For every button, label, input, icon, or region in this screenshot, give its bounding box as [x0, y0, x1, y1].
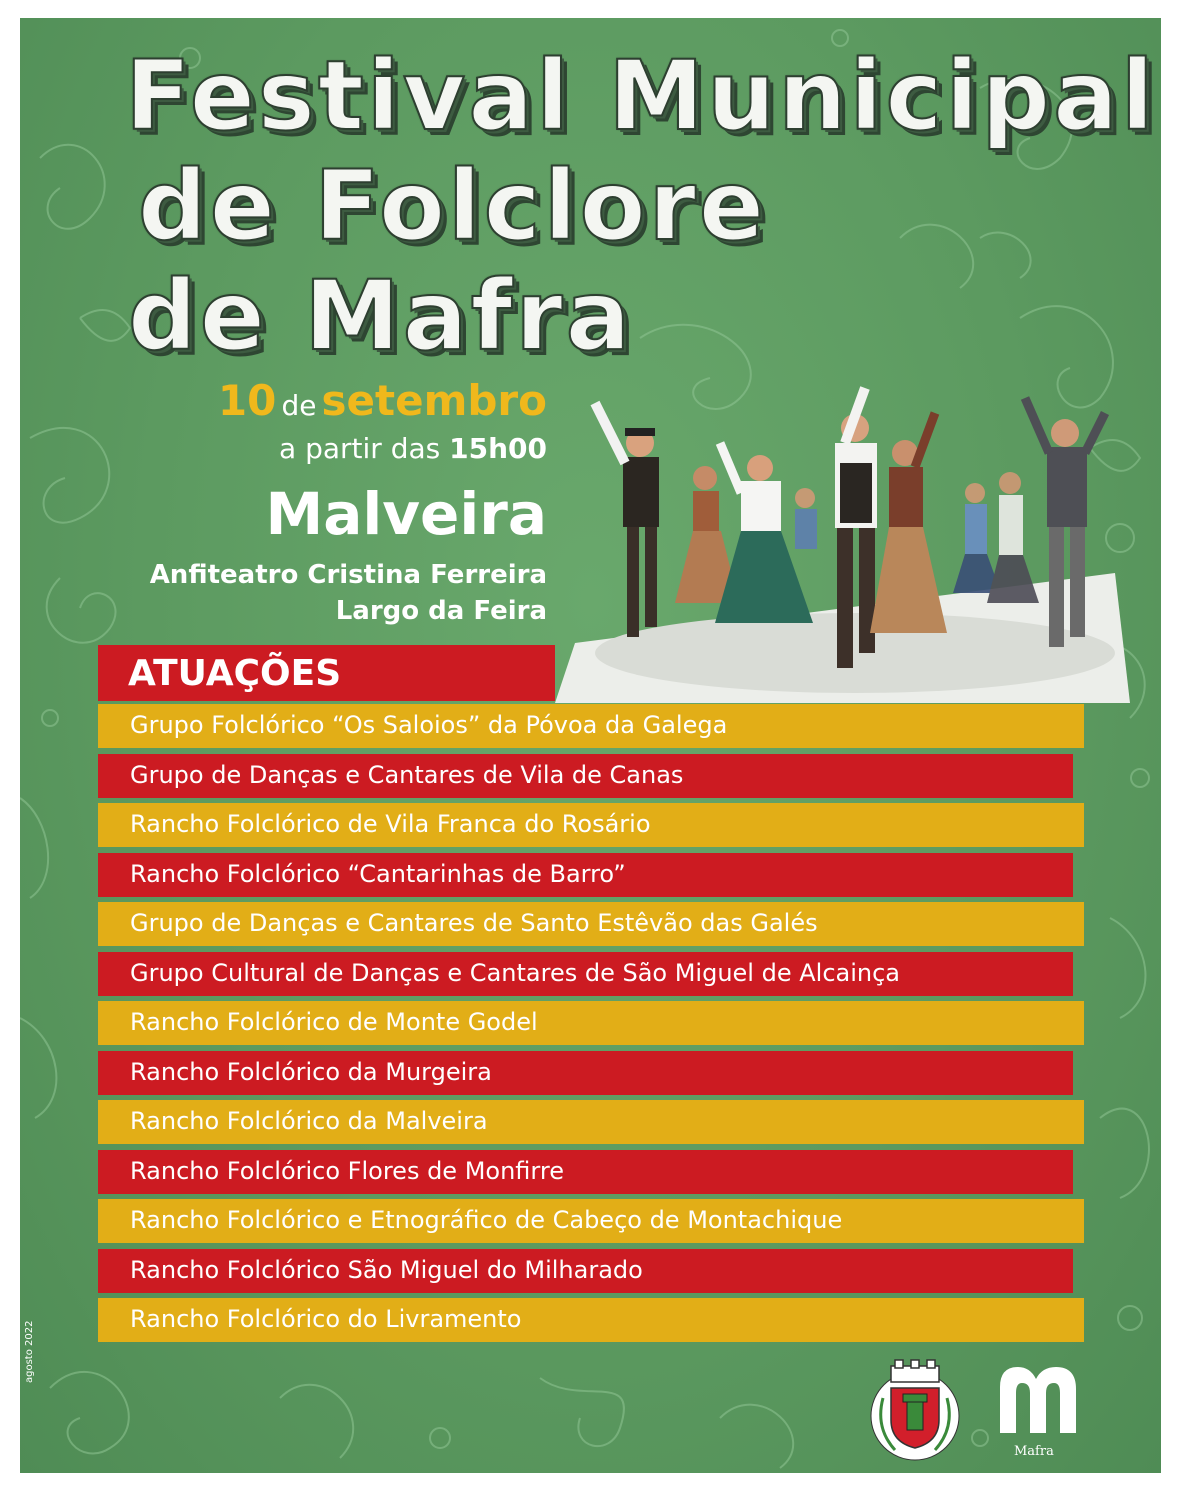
list-item: Rancho Folclórico e Etnográfico de Cabeço de Montachique: [98, 1199, 1084, 1243]
time-value: 15h00: [449, 432, 547, 465]
list-item: Grupo de Danças e Cantares de Vila de Canas: [98, 754, 1073, 798]
list-item: Rancho Folclórico da Murgeira: [98, 1051, 1073, 1095]
list-item: Rancho Folclórico do Livramento: [98, 1298, 1084, 1342]
list-item: Rancho Folclórico “Cantarinhas de Barro”: [98, 853, 1073, 897]
municipal-crest-icon: [865, 1358, 965, 1464]
poster: [20, 18, 1161, 1473]
list-item: Grupo Cultural de Danças e Cantares de São Miguel de Alcainça: [98, 952, 1073, 996]
list-item: Rancho Folclórico de Vila Franca do Rosário: [98, 803, 1084, 847]
title-line-1: Festival Municipal: [125, 40, 1157, 152]
event-time: [279, 432, 547, 465]
performances-header: [98, 645, 555, 701]
list-item: Grupo de Danças e Cantares de Santo Estêvão das Galés: [98, 902, 1084, 946]
performances-heading: ATUAÇÕES: [128, 653, 342, 694]
list-item: Rancho Folclórico Flores de Monfirre: [98, 1150, 1073, 1194]
dancers-photo: [555, 383, 1130, 703]
date-day: 10: [217, 376, 277, 425]
list-item: Rancho Folclórico da Malveira: [98, 1100, 1084, 1144]
venue-line-1: Anfiteatro Cristina Ferreira: [149, 560, 547, 590]
list-item: Grupo Folclórico “Os Saloios” da Póvoa da Galega: [98, 704, 1084, 748]
date-de: de: [281, 389, 317, 422]
date-month: setembro: [321, 376, 547, 425]
brand-name: Mafra: [1014, 1444, 1054, 1459]
event-date: [218, 376, 547, 425]
list-item: Rancho Folclórico de Monte Godel: [98, 1001, 1084, 1045]
side-note: agosto 2022: [24, 1320, 35, 1383]
title-line-3: de Mafra: [128, 260, 634, 372]
time-prefix: a partir das: [279, 432, 441, 465]
list-item: Rancho Folclórico São Miguel do Milharado: [98, 1249, 1073, 1293]
event-city: Malveira: [265, 480, 547, 548]
venue-line-2: Largo da Feira: [335, 596, 547, 626]
title-line-2: de Folclore: [138, 150, 768, 262]
